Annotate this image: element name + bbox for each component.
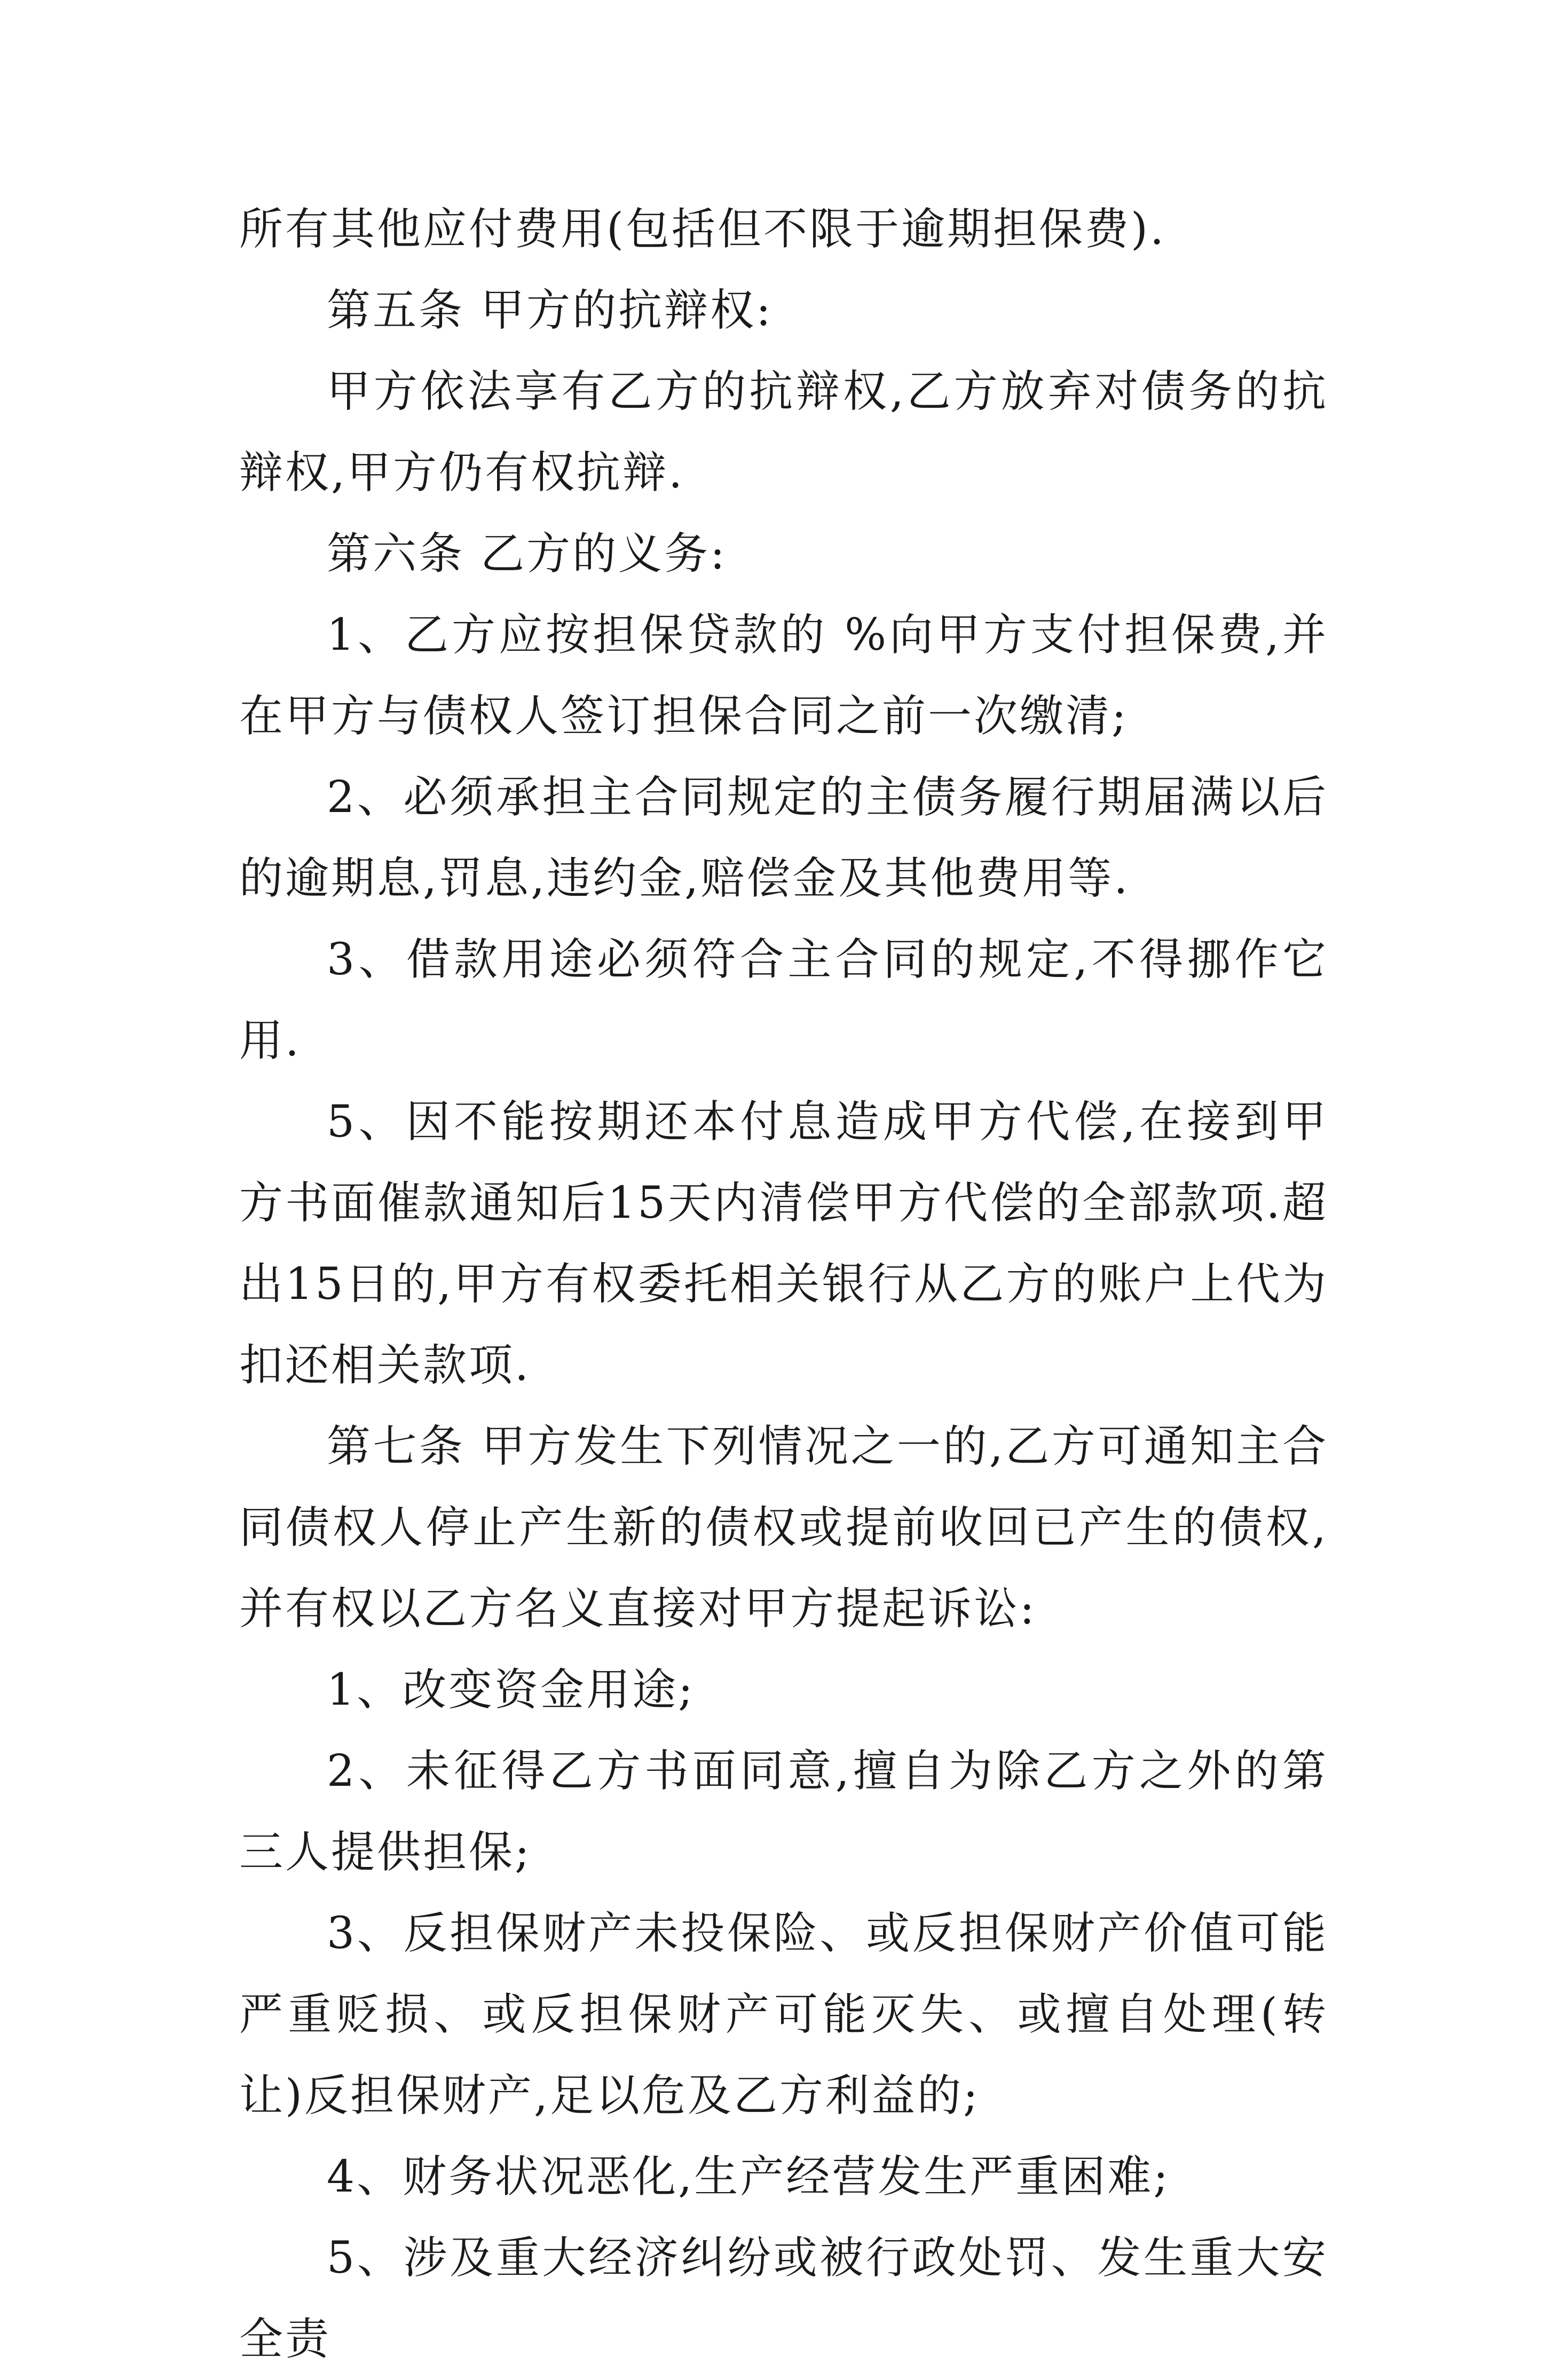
paragraph-fees-continued: 所有其他应付费用(包括但不限于逾期担保费). — [239, 204, 1166, 255]
article-7-item-1: 1、改变资金用途; — [327, 1665, 695, 1715]
document-body — [239, 189, 1328, 2380]
article-7-item-5: 5、涉及重大经济纠纷或被行政处罚、发生重大安全责 — [239, 2233, 1328, 2365]
article-5-heading: 第五条 甲方的抗辩权: — [327, 285, 773, 336]
article-7-item-2: 2、未征得乙方书面同意,擅自为除乙方之外的第三人提供担保; — [239, 1746, 1328, 1878]
article-6-item-3: 3、借款用途必须符合主合同的规定,不得挪作它用. — [239, 934, 1328, 1066]
article-6-item-1: 1、乙方应按担保贷款的 %向甲方支付担保费,并在甲方与债权人签订担保合同之前一次缴清; — [239, 610, 1328, 742]
article-6-item-5: 5、因不能按期还本付息造成甲方代偿,在接到甲方书面催款通知后15天内清偿甲方代偿的全部款项.超出15日的,甲方有权委托相关银行从乙方的账户上代为扣还相关款项. — [239, 1097, 1328, 1391]
article-7-heading: 第七条 甲方发生下列情况之一的,乙方可通知主合同债权人停止产生新的债权或提前收回已产生的债权,并有权以乙方名义直接对甲方提起诉讼: — [239, 1421, 1328, 1634]
article-6-heading: 第六条 乙方的义务: — [327, 529, 727, 579]
article-7-item-4: 4、财务状况恶化,生产经营发生严重困难; — [327, 2152, 1170, 2202]
article-6-item-2: 2、必须承担主合同规定的主债务履行期届满以后的逾期息,罚息,违约金,赔偿金及其他费用等. — [239, 772, 1328, 904]
article-5-body: 甲方依法享有乙方的抗辩权,乙方放弃对债务的抗辩权,甲方仍有权抗辩. — [239, 366, 1328, 498]
article-7-item-3: 3、反担保财产未投保险、或反担保财产价值可能严重贬损、或反担保财产可能灭失、或擅自处理(转让)反担保财产,足以危及乙方利益的; — [239, 1908, 1328, 2121]
